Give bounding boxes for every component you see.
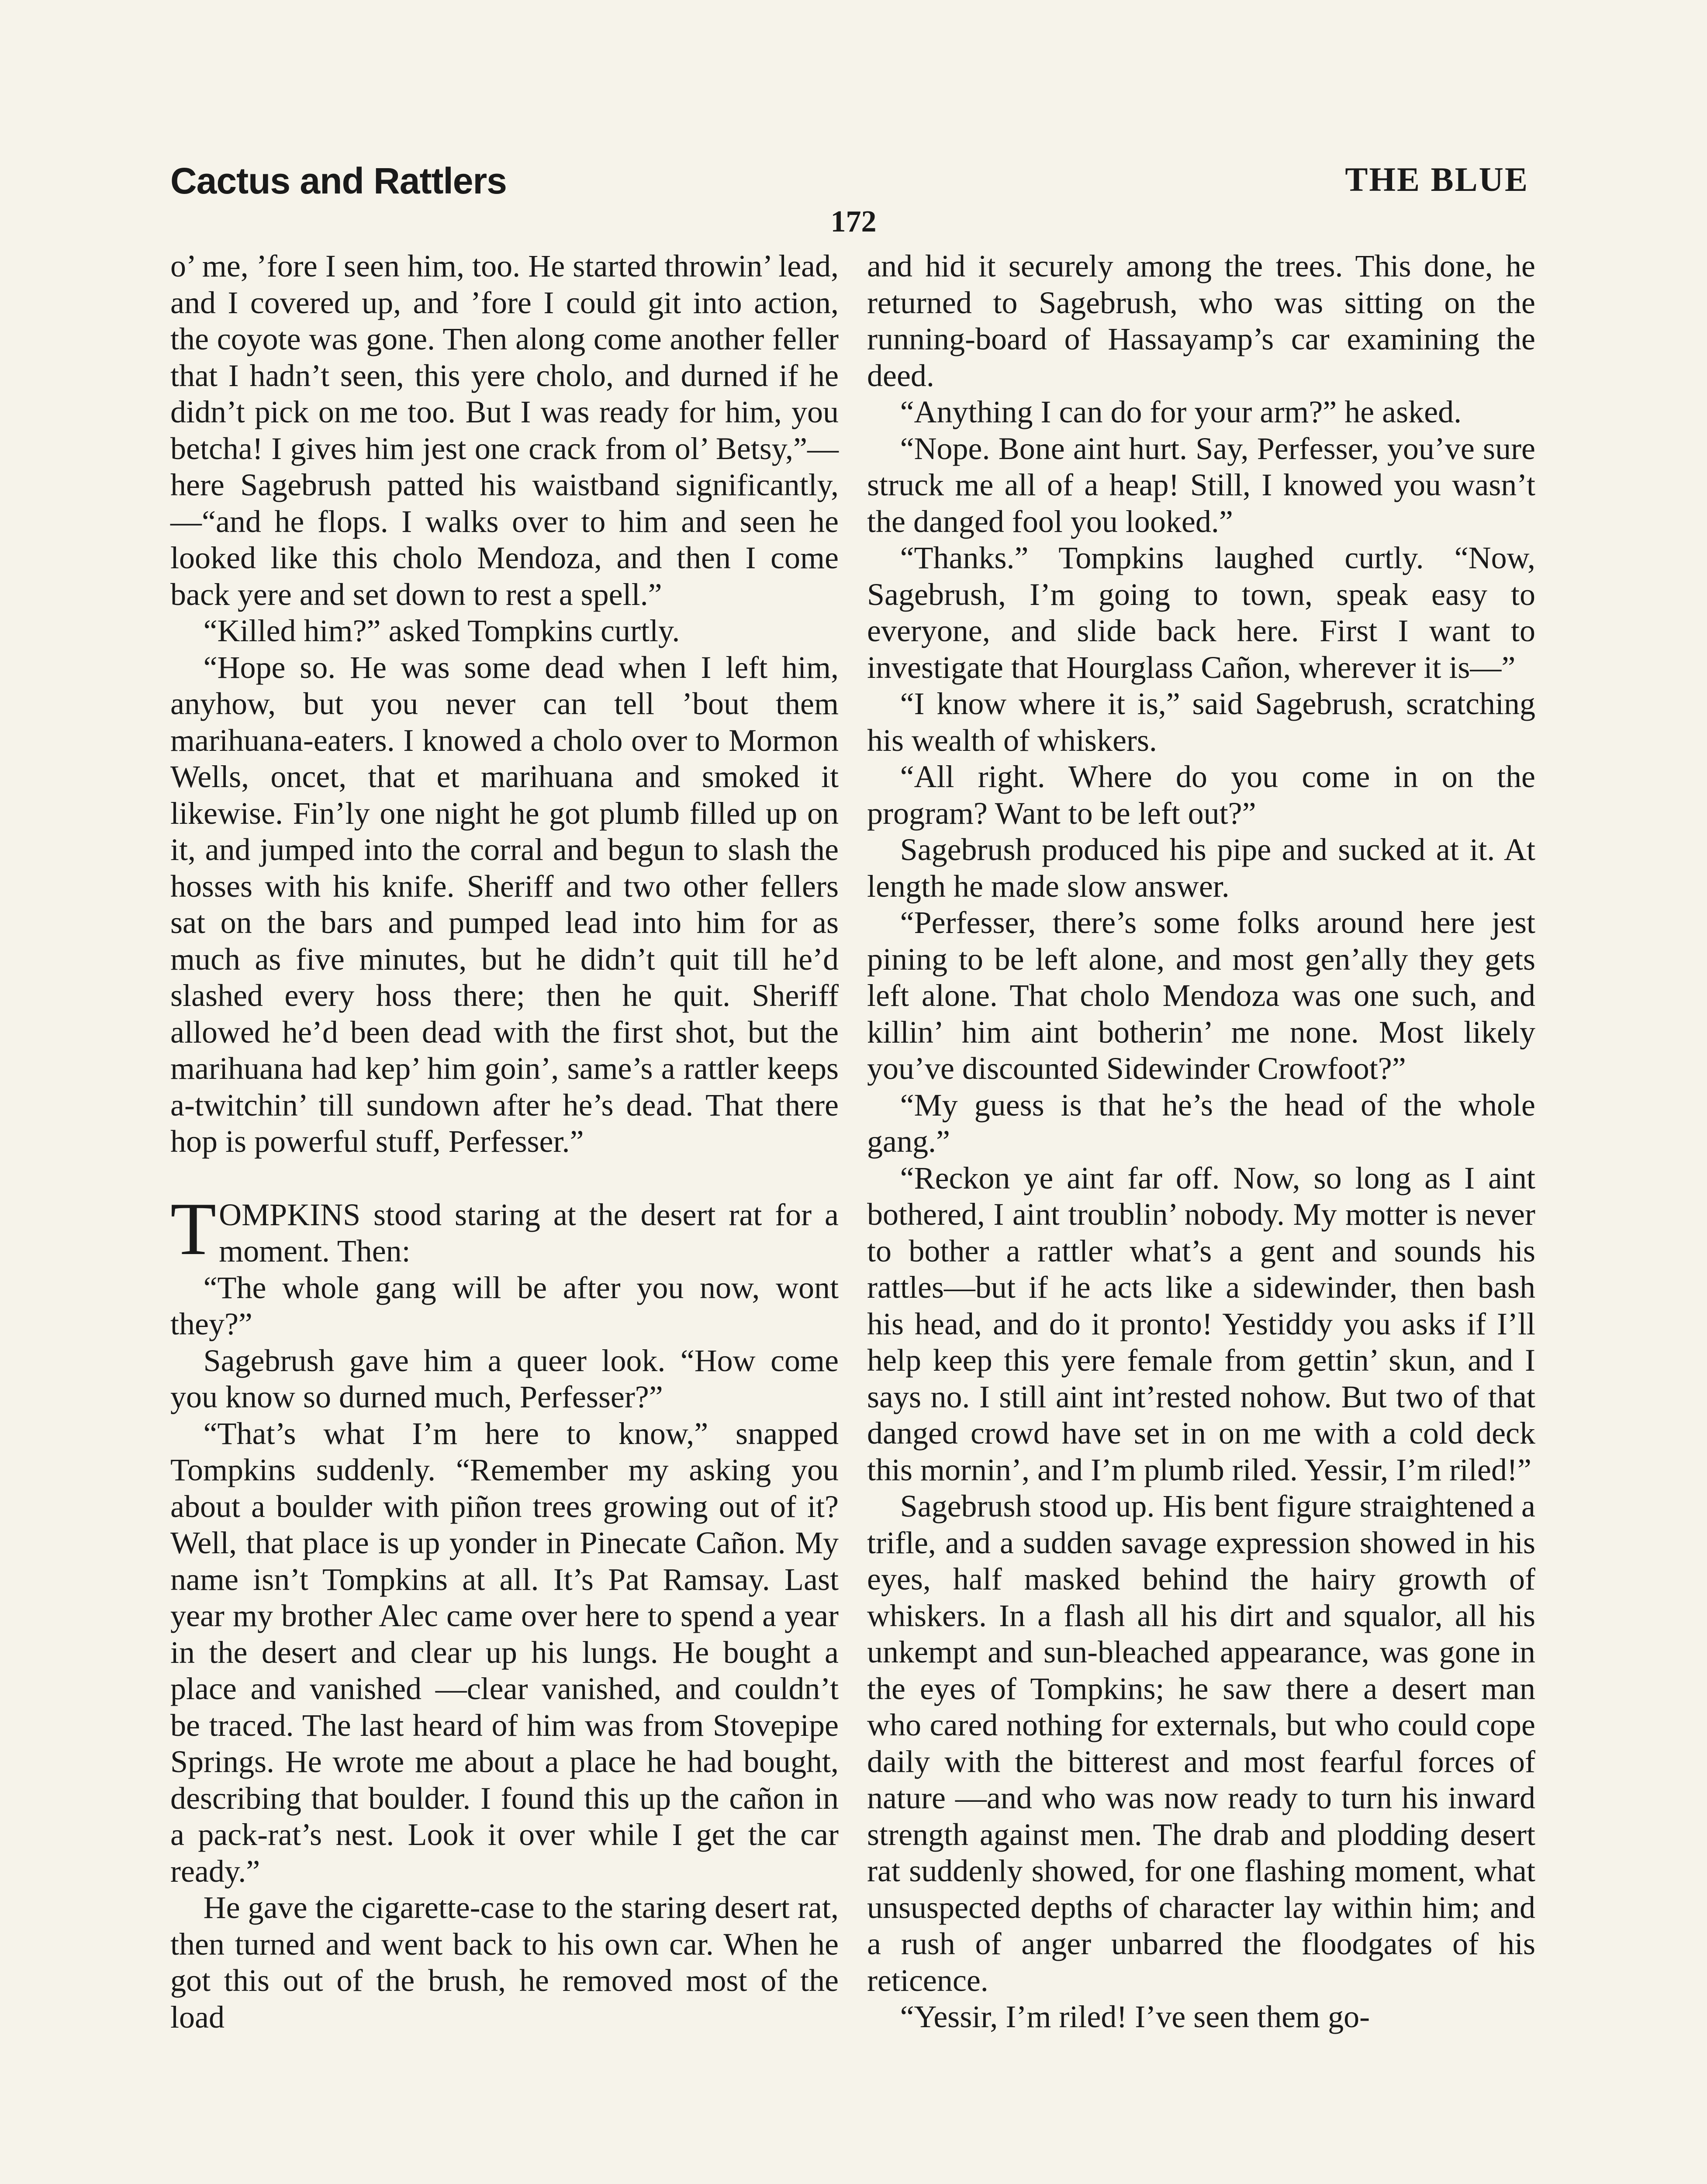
paragraph: o’ me, ’fore I seen him, too. He started throwin’ lead, and I covered up, and ’fore I could git into action, the coyote was gone. Then along come another feller that I hadn’t seen, this yere cholo, and durned if he didn’t pick on me too. But I was ready for him, you betcha! I gives him jest one crack from ol’ Betsy,”—here Sagebrush patted his waistband significantly,—“and he flops. I walks over to him and seen he looked like this cholo Mendoza, and then I come back yere and set down to rest a spell.”: [170, 249, 839, 612]
paragraph: “The whole gang will be after you now, wont they?”: [170, 1270, 839, 1341]
paragraph: “Yessir, I’m riled! I’ve seen them go-: [900, 1999, 1370, 2034]
left-column: [170, 248, 839, 2035]
paragraph: “Anything I can do for your arm?” he asked.: [900, 394, 1462, 429]
paragraph: and hid it securely among the trees. This done, he returned to Sagebrush, who was sitting on the running-board of Hassayamp’s car examining the deed.: [867, 249, 1535, 393]
paragraph: “Reckon ye aint far off. Now, so long as I aint bothered, I aint troublin’ nobody. My motter is never to bother a rattler what’s a gent and sounds his rattles—but if he acts like a sidewinder, then bash his head, and do it pronto! Yestiddy you asks if I’ll help keep this yere female from gettin’ skun, and I says no. I still aint int’rested nohow. But two of that danged crowd have set in on me with a cold deck this mornin’, and I’m plumb riled. Yessir, I’m riled!”: [867, 1160, 1535, 1487]
paragraph: “Hope so. He was some dead when I left him, anyhow, but you never can tell ’bout them marihuana-eaters. I knowed a cholo over to Mormon Wells, oncet, that et marihuana and smoked it likewise. Fin’ly one night he got plumb filled up on it, and jumped into the corral and begun to slash the hosses with his knife. Sheriff and two other fellers sat on the bars and pumped lead into him for as much as five minutes, but he didn’t quit till he’d slashed every hoss there; then he quit. Sheriff allowed he’d been dead with the first shot, but the marihuana had kep’ him goin’, same’s a rattler keeps a-twitchin’ till sundown after he’s dead. That there hop is powerful stuff, Perfesser.”: [170, 650, 839, 1159]
paragraph: Sagebrush gave him a queer look. “How come you know so durned much, Perfesser?”: [170, 1343, 839, 1414]
paragraph: Sagebrush produced his pipe and sucked at it. At length he made slow answer.: [867, 832, 1535, 904]
paragraph: “My guess is that he’s the head of the whole gang.”: [867, 1087, 1535, 1159]
drop-cap: T: [170, 1187, 217, 1271]
paragraph: He gave the cigarette-case to the staring desert rat, then turned and went back to his own car. When he got this out of the brush, he removed most of the load: [170, 1890, 839, 2035]
magazine-title: THE BLUE: [1345, 160, 1529, 198]
paragraph-text: OMPKINS stood staring at the desert rat for a moment. Then:: [219, 1197, 839, 1268]
paragraph: “Killed him?” asked Tompkins curtly.: [203, 613, 680, 648]
paragraph: “Nope. Bone aint hurt. Say, Perfesser, you’ve sure struck me all of a heap! Still, I knowed you wasn’t the danged fool you looked.”: [867, 431, 1535, 539]
page-number: 172: [830, 205, 877, 238]
paragraph: “All right. Where do you come in on the program? Want to be left out?”: [867, 759, 1535, 831]
right-column: [867, 248, 1535, 2035]
paragraph: “That’s what I’m here to know,” snapped Tompkins suddenly. “Remember my asking you about a boulder with piñon trees growing out of it? Well, that place is up yonder in Pinecate Cañon. My name isn’t Tompkins at all. It’s Pat Ramsay. Last year my brother Alec came over here to spend a year in the desert and clear up his lungs. He bought a place and vanished —clear vanished, and couldn’t be traced. The last heard of him was from Stovepipe Springs. He wrote me about a place he had bought, describing that boulder. I found this up the cañon in a pack-rat’s nest. Look it over while I get the car ready.”: [170, 1416, 839, 1889]
paragraph: “I know where it is,” said Sagebrush, scratching his wealth of whiskers.: [867, 686, 1535, 758]
paragraph: Sagebrush stood up. His bent figure straightened a trifle, and a sudden savage expression showed in his eyes, half masked behind the hairy growth of whiskers. In a flash all his dirt and squalor, all his unkempt and sun-bleached appearance, was gone in the eyes of Tompkins; he saw there a desert man who cared nothing for externals, but who could cope daily with the bitterest and most fearful forces of nature —and who was now ready to turn his inward strength against men. The drab and plodding desert rat suddenly showed, for one flashing moment, what unsuspected depths of character lay within him; and a rush of anger unbarred the floodgates of his reticence.: [867, 1489, 1535, 1998]
story-title: Cactus and Rattlers: [170, 160, 507, 201]
paragraph: “Thanks.” Tompkins laughed curtly. “Now, Sagebrush, I’m going to town, speak easy to everyone, and slide back here. First I want to investigate that Hourglass Cañon, wherever it is—”: [867, 540, 1535, 685]
paragraph: “Perfesser, there’s some folks around here jest pining to be left alone, and most gen’ally they gets left alone. That cholo Mendoza was one such, and killin’ him aint botherin’ me none. Most likely you’ve discounted Sidewinder Crowfoot?”: [867, 905, 1535, 1086]
paragraph-dropcap: [170, 1187, 839, 1271]
